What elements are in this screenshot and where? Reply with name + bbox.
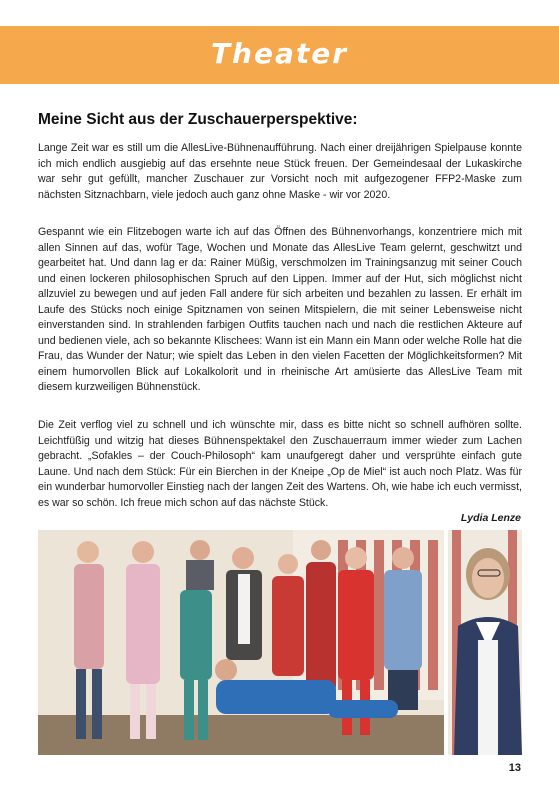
article-paragraph-3: Die Zeit verflog viel zu schnell und ich wünschte mir, dass es bitte nicht so schnell aufhören sollte. Leichtfüßig und witzig hat dieses Bühnenspektakel den Zuschauerraum immer wieder zum Lachen gebracht. „Sofakles – der Couch-Philosoph“ kam unaufgeregt daher und versprühte einfach gute Laune. Und nach dem Stück: Für ein Bierchen in der Kneipe „Op de Miel“ ist auch noch Platz. Was für ein wunderbar humorvoller Einstieg nach der langen Zeit des Wartens. Oh, wie habe ich euch vermisst, es war so schön. Ich freue mich schon auf das nächste Stück. [38, 419, 522, 509]
article-author: Lydia Lenze [460, 512, 521, 524]
page-number: 13 [508, 762, 521, 774]
article-paragraph-1: Lange Zeit war es still um die AllesLive-Bühnenaufführung. Nach einer dreijährigen Spielpause konnte ich mich endlich ausgiebig auf das ersehnte neue Stück freuen. Der Gemeindesaal der Lukaskirche war sehr gut gefüllt, mancher Zuschauer zur Vorsicht noch mit aufgezogener FFP2-Maske zum nächsten Sitznachbarn, viele jedoch auch ganz ohne Maske - wir vor 2020. [38, 142, 522, 201]
section-banner [0, 26, 559, 84]
section-title: Theater [210, 37, 349, 70]
stage-group-photo [38, 530, 444, 755]
author-portrait-photo [448, 530, 522, 755]
article-paragraph-2: Gespannt wie ein Flitzebogen warte ich auf das Öffnen des Bühnenvorhangs, konzentriere mich mit allen Sinnen auf das, wofür Tage, Wochen und Monate das AllesLive Team gelernt, geschwitzt und gearbeitet hat. Und dann lag er da: Rainer Müßig, verschmolzen im Trainingsanzug mit seiner Couch und einen lockeren philosophischen Spruch auf den Lippen. Immer auf der Hut, sich möglichst nicht allzuviel zu bewegen und auf jeden Fall andere für sich arbeiten und bezahlen zu lassen. Er erhält im Laufe des Stücks noch einige Spitznamen von seinen Mitspielern, die mit seiner Lebensweise nicht einverstanden sind. In strahlenden farbigen Outfits tauchen nach und nach die restlichen Akteure auf und bedienen viele, ach so bekannte Klischees: Wann ist ein Mann ein Mann oder welche Rolle hat die Frau, das Wunder der Natur; wie spielt das Leben in den vielen Facetten der Möglichkeitsformen? Mit einem humorvollen Blick auf Lokalkolorit und in rheinische Art amüsierte das AllesLive Team mit diesem kurzweiligen Bühnenstück. [38, 226, 522, 393]
article-heading: Meine Sicht aus der Zuschauerperspektive: [38, 111, 358, 128]
